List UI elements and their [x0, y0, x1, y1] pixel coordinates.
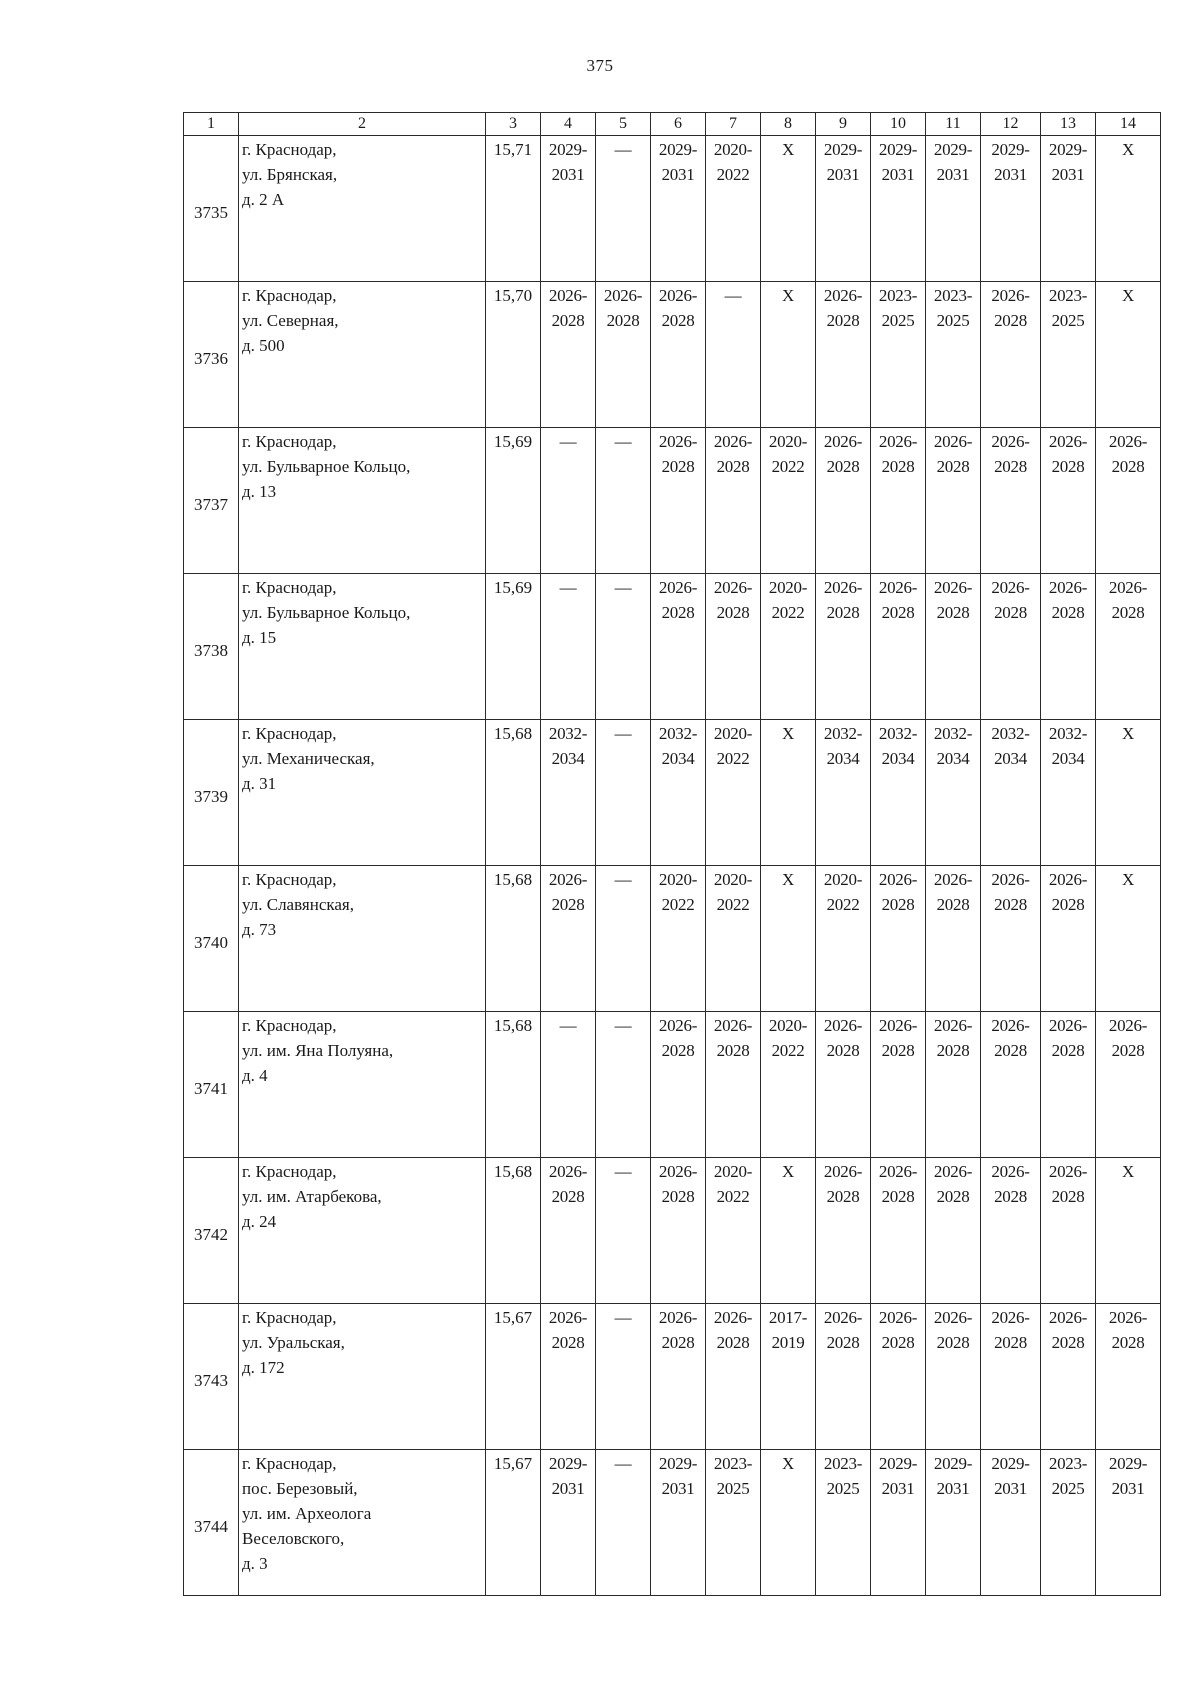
term-cell: 2020- 2022 — [706, 720, 761, 866]
term-cell: 2029- 2031 — [1041, 136, 1096, 282]
term-cell: 2026- 2028 — [981, 282, 1041, 428]
term-cell: 2017- 2019 — [761, 1304, 816, 1450]
term-cell: 2026- 2028 — [651, 282, 706, 428]
area-cell: 15,70 — [486, 282, 541, 428]
address-cell: г. Краснодар, ул. Уральская, д. 172 — [239, 1304, 486, 1450]
term-cell: 2026- 2028 — [926, 428, 981, 574]
term-cell: 2026- 2028 — [926, 1304, 981, 1450]
term-cell: 2026- 2028 — [1041, 866, 1096, 1012]
term-cell: 2026- 2028 — [926, 1158, 981, 1304]
address-cell: г. Краснодар, ул. им. Яна Полуяна, д. 4 — [239, 1012, 486, 1158]
term-cell: 2029- 2031 — [541, 136, 596, 282]
term-cell: 2032- 2034 — [651, 720, 706, 866]
area-cell: 15,68 — [486, 866, 541, 1012]
table-row — [184, 574, 1161, 720]
term-cell: 2026- 2028 — [596, 282, 651, 428]
term-cell: 2026- 2028 — [706, 428, 761, 574]
term-cell: Х — [1096, 136, 1161, 282]
term-cell: 2026- 2028 — [871, 1158, 926, 1304]
term-cell: 2023- 2025 — [871, 282, 926, 428]
row-number-cell: 3735 — [184, 136, 239, 282]
area-cell: 15,69 — [486, 574, 541, 720]
row-number-cell: 3739 — [184, 720, 239, 866]
column-header: 12 — [981, 113, 1041, 136]
area-cell: 15,71 — [486, 136, 541, 282]
term-cell: 2026- 2028 — [651, 1304, 706, 1450]
term-cell: 2026- 2028 — [706, 574, 761, 720]
column-header: 5 — [596, 113, 651, 136]
term-cell: 2020- 2022 — [706, 136, 761, 282]
table-row — [184, 1450, 1161, 1596]
table-row — [184, 720, 1161, 866]
term-cell: 2020- 2022 — [761, 1012, 816, 1158]
column-header: 4 — [541, 113, 596, 136]
term-cell: 2029- 2031 — [871, 136, 926, 282]
term-cell: 2026- 2028 — [816, 1012, 871, 1158]
term-cell: — — [596, 574, 651, 720]
term-cell: 2026- 2028 — [541, 1304, 596, 1450]
column-header: 13 — [1041, 113, 1096, 136]
term-cell: 2032- 2034 — [871, 720, 926, 866]
column-header: 9 — [816, 113, 871, 136]
term-cell: 2032- 2034 — [816, 720, 871, 866]
term-cell: — — [596, 1450, 651, 1596]
term-cell: 2026- 2028 — [1041, 1158, 1096, 1304]
row-number-cell: 3736 — [184, 282, 239, 428]
area-cell: 15,69 — [486, 428, 541, 574]
term-cell: 2020- 2022 — [651, 866, 706, 1012]
table-row — [184, 1012, 1161, 1158]
area-cell: 15,68 — [486, 1158, 541, 1304]
term-cell: 2026- 2028 — [981, 1304, 1041, 1450]
row-number-cell: 3738 — [184, 574, 239, 720]
term-cell: 2026- 2028 — [981, 1012, 1041, 1158]
row-number-cell: 3743 — [184, 1304, 239, 1450]
column-header: 7 — [706, 113, 761, 136]
term-cell: 2029- 2031 — [926, 1450, 981, 1596]
area-cell: 15,67 — [486, 1304, 541, 1450]
term-cell: 2029- 2031 — [1096, 1450, 1161, 1596]
row-number-cell: 3744 — [184, 1450, 239, 1596]
header-row — [184, 113, 1161, 136]
term-cell: 2023- 2025 — [1041, 1450, 1096, 1596]
term-cell: 2026- 2028 — [816, 428, 871, 574]
column-header: 10 — [871, 113, 926, 136]
address-cell: г. Краснодар, ул. Славянская, д. 73 — [239, 866, 486, 1012]
column-header: 3 — [486, 113, 541, 136]
term-cell: 2020- 2022 — [706, 1158, 761, 1304]
page-number: 375 — [586, 56, 614, 75]
term-cell: 2020- 2022 — [761, 574, 816, 720]
term-cell: 2026- 2028 — [871, 574, 926, 720]
term-cell: 2032- 2034 — [981, 720, 1041, 866]
term-cell: 2026- 2028 — [541, 282, 596, 428]
term-cell: 2026- 2028 — [706, 1012, 761, 1158]
row-number-cell: 3742 — [184, 1158, 239, 1304]
term-cell: 2026- 2028 — [816, 1158, 871, 1304]
term-cell: Х — [761, 720, 816, 866]
term-cell: 2026- 2028 — [1041, 1012, 1096, 1158]
term-cell: Х — [1096, 282, 1161, 428]
term-cell: Х — [761, 136, 816, 282]
column-header: 11 — [926, 113, 981, 136]
term-cell: 2026- 2028 — [651, 1158, 706, 1304]
term-cell: Х — [1096, 866, 1161, 1012]
term-cell: 2020- 2022 — [761, 428, 816, 574]
term-cell: 2026- 2028 — [1096, 574, 1161, 720]
term-cell: — — [596, 1304, 651, 1450]
table-row — [184, 1304, 1161, 1450]
term-cell: — — [541, 574, 596, 720]
term-cell: 2026- 2028 — [871, 428, 926, 574]
term-cell: 2026- 2028 — [926, 1012, 981, 1158]
address-cell: г. Краснодар, ул. им. Атарбекова, д. 24 — [239, 1158, 486, 1304]
term-cell: Х — [761, 866, 816, 1012]
term-cell: 2029- 2031 — [541, 1450, 596, 1596]
term-cell: 2029- 2031 — [926, 136, 981, 282]
term-cell: — — [596, 1158, 651, 1304]
term-cell: 2029- 2031 — [816, 136, 871, 282]
address-cell: г. Краснодар, ул. Бульварное Кольцо, д. 13 — [239, 428, 486, 574]
address-cell: г. Краснодар, ул. Бульварное Кольцо, д. 15 — [239, 574, 486, 720]
term-cell: 2026- 2028 — [816, 1304, 871, 1450]
address-cell: г. Краснодар, ул. Брянская, д. 2 А — [239, 136, 486, 282]
term-cell: 2029- 2031 — [981, 1450, 1041, 1596]
term-cell: — — [541, 1012, 596, 1158]
row-number-cell: 3740 — [184, 866, 239, 1012]
address-cell: г. Краснодар, пос. Березовый, ул. им. Археолога Веселовского, д. 3 — [239, 1450, 486, 1596]
table-body — [184, 136, 1161, 1596]
table-header — [184, 113, 1161, 136]
term-cell: 2026- 2028 — [926, 574, 981, 720]
term-cell: 2026- 2028 — [981, 866, 1041, 1012]
term-cell: — — [596, 720, 651, 866]
table-row — [184, 282, 1161, 428]
term-cell: 2026- 2028 — [816, 574, 871, 720]
term-cell: 2026- 2028 — [706, 1304, 761, 1450]
term-cell: 2023- 2025 — [1041, 282, 1096, 428]
column-header: 6 — [651, 113, 706, 136]
term-cell: — — [596, 1012, 651, 1158]
row-number-cell: 3737 — [184, 428, 239, 574]
term-cell: Х — [1096, 720, 1161, 866]
term-cell: 2026- 2028 — [871, 866, 926, 1012]
column-header: 14 — [1096, 113, 1161, 136]
term-cell: 2026- 2028 — [981, 574, 1041, 720]
term-cell: Х — [761, 282, 816, 428]
term-cell: 2020- 2022 — [816, 866, 871, 1012]
term-cell: — — [541, 428, 596, 574]
term-cell: 2026- 2028 — [981, 1158, 1041, 1304]
term-cell: 2026- 2028 — [541, 1158, 596, 1304]
term-cell: 2026- 2028 — [816, 282, 871, 428]
column-header: 2 — [239, 113, 486, 136]
term-cell: 2032- 2034 — [926, 720, 981, 866]
term-cell: 2026- 2028 — [541, 866, 596, 1012]
term-cell: 2026- 2028 — [1041, 574, 1096, 720]
term-cell: Х — [761, 1158, 816, 1304]
area-cell: 15,68 — [486, 720, 541, 866]
term-cell: 2023- 2025 — [816, 1450, 871, 1596]
table-row — [184, 428, 1161, 574]
column-header: 1 — [184, 113, 239, 136]
term-cell: 2026- 2028 — [926, 866, 981, 1012]
register-table — [183, 112, 1161, 1596]
term-cell: 2026- 2028 — [651, 428, 706, 574]
area-cell: 15,68 — [486, 1012, 541, 1158]
address-cell: г. Краснодар, ул. Северная, д. 500 — [239, 282, 486, 428]
term-cell: 2026- 2028 — [1096, 428, 1161, 574]
term-cell: — — [596, 428, 651, 574]
term-cell: 2032- 2034 — [1041, 720, 1096, 866]
term-cell: — — [706, 282, 761, 428]
term-cell: 2026- 2028 — [1041, 1304, 1096, 1450]
term-cell: 2029- 2031 — [981, 136, 1041, 282]
term-cell: 2023- 2025 — [926, 282, 981, 428]
term-cell: Х — [1096, 1158, 1161, 1304]
term-cell: 2029- 2031 — [871, 1450, 926, 1596]
table-row — [184, 136, 1161, 282]
term-cell: 2026- 2028 — [651, 1012, 706, 1158]
column-header: 8 — [761, 113, 816, 136]
term-cell: 2026- 2028 — [871, 1012, 926, 1158]
area-cell: 15,67 — [486, 1450, 541, 1596]
term-cell: — — [596, 866, 651, 1012]
term-cell: 2029- 2031 — [651, 1450, 706, 1596]
term-cell: 2023- 2025 — [706, 1450, 761, 1596]
term-cell: 2026- 2028 — [1041, 428, 1096, 574]
term-cell: 2032- 2034 — [541, 720, 596, 866]
term-cell: — — [596, 136, 651, 282]
term-cell: 2020- 2022 — [706, 866, 761, 1012]
term-cell: 2029- 2031 — [651, 136, 706, 282]
term-cell: Х — [761, 1450, 816, 1596]
term-cell: 2026- 2028 — [651, 574, 706, 720]
term-cell: 2026- 2028 — [871, 1304, 926, 1450]
address-cell: г. Краснодар, ул. Механическая, д. 31 — [239, 720, 486, 866]
row-number-cell: 3741 — [184, 1012, 239, 1158]
term-cell: 2026- 2028 — [1096, 1304, 1161, 1450]
table-row — [184, 866, 1161, 1012]
table-row — [184, 1158, 1161, 1304]
term-cell: 2026- 2028 — [1096, 1012, 1161, 1158]
term-cell: 2026- 2028 — [981, 428, 1041, 574]
